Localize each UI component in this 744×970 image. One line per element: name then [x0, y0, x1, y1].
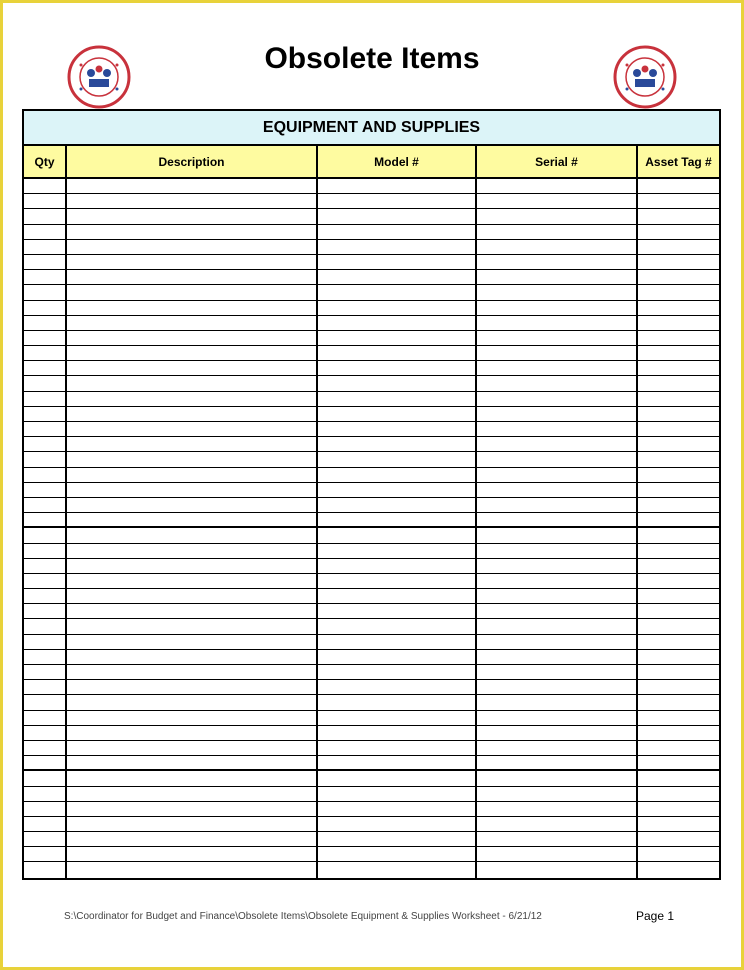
- table-cell[interactable]: [24, 635, 67, 649]
- table-cell[interactable]: [67, 452, 318, 466]
- table-row[interactable]: [24, 255, 719, 270]
- table-cell[interactable]: [477, 437, 638, 451]
- table-cell[interactable]: [67, 255, 318, 269]
- table-cell[interactable]: [24, 817, 67, 831]
- table-cell[interactable]: [638, 240, 719, 254]
- table-row[interactable]: [24, 240, 719, 255]
- table-cell[interactable]: [638, 574, 719, 588]
- table-row[interactable]: [24, 619, 719, 634]
- table-cell[interactable]: [477, 528, 638, 542]
- table-cell[interactable]: [67, 346, 318, 360]
- table-cell[interactable]: [67, 270, 318, 284]
- table-cell[interactable]: [67, 331, 318, 345]
- table-cell[interactable]: [318, 346, 477, 360]
- table-cell[interactable]: [638, 498, 719, 512]
- table-row[interactable]: [24, 544, 719, 559]
- column-header-qty: Qty: [24, 146, 67, 177]
- table-cell[interactable]: [638, 331, 719, 345]
- table-cell[interactable]: [67, 787, 318, 801]
- table-cell[interactable]: [318, 695, 477, 709]
- table-cell[interactable]: [24, 346, 67, 360]
- table-cell[interactable]: [67, 179, 318, 193]
- table-cell[interactable]: [24, 847, 67, 861]
- table-cell[interactable]: [318, 802, 477, 816]
- table-cell[interactable]: [477, 862, 638, 877]
- table-cell[interactable]: [638, 771, 719, 785]
- table-cell[interactable]: [24, 559, 67, 573]
- table-cell[interactable]: [67, 361, 318, 375]
- table-cell[interactable]: [67, 498, 318, 512]
- table-cell[interactable]: [638, 179, 719, 193]
- district-seal-right: [613, 45, 677, 109]
- column-header-asset-tag: Asset Tag #: [638, 146, 719, 177]
- table-cell[interactable]: [67, 771, 318, 785]
- table-cell[interactable]: [477, 847, 638, 861]
- table-row[interactable]: [24, 528, 719, 543]
- table-row[interactable]: [24, 422, 719, 437]
- table-cell[interactable]: [67, 817, 318, 831]
- table-cell[interactable]: [318, 559, 477, 573]
- table-cell[interactable]: [638, 862, 719, 877]
- table-cell[interactable]: [318, 179, 477, 193]
- table-cell[interactable]: [638, 559, 719, 573]
- table-cell[interactable]: [318, 711, 477, 725]
- table-cell[interactable]: [477, 255, 638, 269]
- table-cell[interactable]: [24, 513, 67, 526]
- table-cell[interactable]: [318, 437, 477, 451]
- table-cell[interactable]: [318, 635, 477, 649]
- table-cell[interactable]: [477, 619, 638, 633]
- table-cell[interactable]: [24, 619, 67, 633]
- table-cell[interactable]: [67, 544, 318, 558]
- table-cell[interactable]: [318, 376, 477, 390]
- table-cell[interactable]: [24, 528, 67, 542]
- table-cell[interactable]: [24, 331, 67, 345]
- table-cell[interactable]: [318, 270, 477, 284]
- table-cell[interactable]: [67, 301, 318, 315]
- table-cell[interactable]: [477, 832, 638, 846]
- table-cell[interactable]: [318, 832, 477, 846]
- table-cell[interactable]: [477, 695, 638, 709]
- table-row[interactable]: [24, 741, 719, 756]
- table-cell[interactable]: [477, 787, 638, 801]
- table-cell[interactable]: [24, 756, 67, 769]
- table-cell[interactable]: [67, 635, 318, 649]
- table-cell[interactable]: [318, 787, 477, 801]
- table-row[interactable]: [24, 862, 719, 877]
- table-cell[interactable]: [638, 589, 719, 603]
- table-cell[interactable]: [67, 802, 318, 816]
- table-cell[interactable]: [638, 483, 719, 497]
- table-row[interactable]: [24, 498, 719, 513]
- table-cell[interactable]: [477, 771, 638, 785]
- table-cell[interactable]: [477, 635, 638, 649]
- table-cell[interactable]: [477, 604, 638, 618]
- table-cell[interactable]: [318, 392, 477, 406]
- table-row[interactable]: [24, 513, 719, 528]
- table-cell[interactable]: [638, 468, 719, 482]
- table-cell[interactable]: [24, 711, 67, 725]
- table-cell[interactable]: [318, 361, 477, 375]
- table-row[interactable]: [24, 452, 719, 467]
- table-cell[interactable]: [477, 468, 638, 482]
- table-row[interactable]: [24, 468, 719, 483]
- table-cell[interactable]: [318, 255, 477, 269]
- table-row[interactable]: [24, 756, 719, 771]
- table-row[interactable]: [24, 270, 719, 285]
- table-cell[interactable]: [477, 316, 638, 330]
- table-cell[interactable]: [318, 650, 477, 664]
- table-cell[interactable]: [67, 695, 318, 709]
- table-cell[interactable]: [318, 240, 477, 254]
- table-row[interactable]: [24, 407, 719, 422]
- table-cell[interactable]: [67, 225, 318, 239]
- table-cell[interactable]: [318, 209, 477, 223]
- table-cell[interactable]: [318, 817, 477, 831]
- table-cell[interactable]: [477, 802, 638, 816]
- table-cell[interactable]: [24, 726, 67, 740]
- table-cell[interactable]: [638, 270, 719, 284]
- table-cell[interactable]: [67, 665, 318, 679]
- footer-page-number: Page 1: [636, 909, 675, 923]
- table-cell[interactable]: [638, 665, 719, 679]
- table-cell[interactable]: [24, 422, 67, 436]
- table-cell[interactable]: [24, 604, 67, 618]
- table-cell[interactable]: [318, 452, 477, 466]
- table-cell[interactable]: [318, 498, 477, 512]
- table-row[interactable]: [24, 832, 719, 847]
- table-cell[interactable]: [477, 513, 638, 526]
- table-row[interactable]: [24, 194, 719, 209]
- table-cell[interactable]: [638, 376, 719, 390]
- table-cell[interactable]: [318, 574, 477, 588]
- table-cell[interactable]: [24, 483, 67, 497]
- table-row[interactable]: [24, 680, 719, 695]
- column-header-row: [24, 146, 719, 179]
- table-cell[interactable]: [638, 528, 719, 542]
- table-cell[interactable]: [24, 255, 67, 269]
- table-cell[interactable]: [318, 483, 477, 497]
- table-cell[interactable]: [24, 680, 67, 694]
- table-cell[interactable]: [318, 225, 477, 239]
- table-cell[interactable]: [67, 209, 318, 223]
- table-cell[interactable]: [67, 574, 318, 588]
- table-row[interactable]: [24, 574, 719, 589]
- table-cell[interactable]: [318, 316, 477, 330]
- table-cell[interactable]: [24, 589, 67, 603]
- table-cell[interactable]: [318, 847, 477, 861]
- table-cell[interactable]: [638, 452, 719, 466]
- table-body: [24, 179, 719, 878]
- table-cell[interactable]: [24, 802, 67, 816]
- table-cell[interactable]: [477, 422, 638, 436]
- table-cell[interactable]: [24, 437, 67, 451]
- table-cell[interactable]: [638, 711, 719, 725]
- table-row[interactable]: [24, 726, 719, 741]
- table-cell[interactable]: [24, 452, 67, 466]
- table-cell[interactable]: [638, 817, 719, 831]
- table-cell[interactable]: [477, 392, 638, 406]
- table-cell[interactable]: [24, 574, 67, 588]
- table-cell[interactable]: [638, 604, 719, 618]
- table-cell[interactable]: [24, 407, 67, 421]
- table-cell[interactable]: [24, 665, 67, 679]
- table-cell[interactable]: [318, 726, 477, 740]
- table-cell[interactable]: [24, 498, 67, 512]
- table-cell[interactable]: [24, 179, 67, 193]
- table-cell[interactable]: [638, 802, 719, 816]
- table-cell[interactable]: [24, 194, 67, 208]
- table-cell[interactable]: [638, 301, 719, 315]
- table-cell[interactable]: [24, 392, 67, 406]
- table-cell[interactable]: [67, 240, 318, 254]
- table-cell[interactable]: [318, 756, 477, 769]
- table-cell[interactable]: [638, 680, 719, 694]
- table-cell[interactable]: [477, 270, 638, 284]
- table-cell[interactable]: [24, 771, 67, 785]
- table-row[interactable]: [24, 179, 719, 194]
- table-cell[interactable]: [24, 209, 67, 223]
- table-cell[interactable]: [318, 422, 477, 436]
- table-row[interactable]: [24, 604, 719, 619]
- table-cell[interactable]: [67, 650, 318, 664]
- table-cell[interactable]: [638, 695, 719, 709]
- table-cell[interactable]: [67, 832, 318, 846]
- table-cell[interactable]: [67, 619, 318, 633]
- table-row[interactable]: [24, 695, 719, 710]
- table-cell[interactable]: [318, 528, 477, 542]
- table-cell[interactable]: [477, 452, 638, 466]
- table-cell[interactable]: [67, 862, 318, 877]
- table-row[interactable]: [24, 225, 719, 240]
- table-cell[interactable]: [67, 392, 318, 406]
- table-cell[interactable]: [638, 316, 719, 330]
- table-cell[interactable]: [638, 544, 719, 558]
- footer-file-path: S:\Coordinator for Budget and Finance\Obsolete Items\Obsolete Equipment & Supplies Worksheet - 6/21/12: [64, 911, 542, 922]
- table-cell[interactable]: [24, 285, 67, 299]
- table-cell[interactable]: [318, 862, 477, 877]
- table-cell[interactable]: [477, 574, 638, 588]
- table-cell[interactable]: [24, 468, 67, 482]
- table-cell[interactable]: [24, 361, 67, 375]
- table-cell[interactable]: [477, 711, 638, 725]
- table-cell[interactable]: [638, 285, 719, 299]
- table-cell[interactable]: [638, 209, 719, 223]
- table-cell[interactable]: [24, 316, 67, 330]
- table-cell[interactable]: [638, 650, 719, 664]
- table-cell[interactable]: [318, 331, 477, 345]
- table-cell[interactable]: [318, 771, 477, 785]
- table-cell[interactable]: [638, 832, 719, 846]
- table-cell[interactable]: [477, 741, 638, 755]
- table-cell[interactable]: [24, 741, 67, 755]
- table-row[interactable]: [24, 209, 719, 224]
- table-cell[interactable]: [67, 316, 318, 330]
- table-cell[interactable]: [477, 498, 638, 512]
- column-header-model: Model #: [318, 146, 477, 177]
- table-cell[interactable]: [477, 361, 638, 375]
- table-cell[interactable]: [638, 635, 719, 649]
- table-cell[interactable]: [638, 513, 719, 526]
- table-cell[interactable]: [318, 604, 477, 618]
- table-cell[interactable]: [67, 680, 318, 694]
- table-cell[interactable]: [638, 847, 719, 861]
- table-cell[interactable]: [318, 301, 477, 315]
- table-cell[interactable]: [318, 665, 477, 679]
- table-cell[interactable]: [638, 619, 719, 633]
- table-cell[interactable]: [67, 513, 318, 526]
- table-cell[interactable]: [638, 361, 719, 375]
- table-row[interactable]: [24, 392, 719, 407]
- table-cell[interactable]: [318, 544, 477, 558]
- column-header-serial: Serial #: [477, 146, 638, 177]
- table-row[interactable]: [24, 361, 719, 376]
- table-cell[interactable]: [318, 619, 477, 633]
- table-cell[interactable]: [477, 407, 638, 421]
- table-cell[interactable]: [638, 255, 719, 269]
- table-cell[interactable]: [318, 741, 477, 755]
- table-cell[interactable]: [318, 194, 477, 208]
- table-row[interactable]: [24, 285, 719, 300]
- table-cell[interactable]: [67, 741, 318, 755]
- table-cell[interactable]: [67, 422, 318, 436]
- table-cell[interactable]: [24, 650, 67, 664]
- table-cell[interactable]: [67, 604, 318, 618]
- table-cell[interactable]: [67, 847, 318, 861]
- column-header-description: Description: [67, 146, 318, 177]
- table-cell[interactable]: [24, 270, 67, 284]
- table-cell[interactable]: [318, 513, 477, 526]
- table-cell[interactable]: [24, 225, 67, 239]
- table-cell[interactable]: [477, 179, 638, 193]
- table-row[interactable]: [24, 787, 719, 802]
- table-cell[interactable]: [638, 392, 719, 406]
- table-cell[interactable]: [477, 209, 638, 223]
- table-cell[interactable]: [477, 240, 638, 254]
- table-cell[interactable]: [477, 301, 638, 315]
- table-cell[interactable]: [638, 225, 719, 239]
- table-cell[interactable]: [67, 468, 318, 482]
- table-cell[interactable]: [67, 376, 318, 390]
- table-row[interactable]: [24, 331, 719, 346]
- table-cell[interactable]: [318, 285, 477, 299]
- page-title: Obsolete Items: [264, 42, 480, 75]
- table-cell[interactable]: [477, 285, 638, 299]
- table-row[interactable]: [24, 559, 719, 574]
- section-header: EQUIPMENT AND SUPPLIES: [24, 111, 719, 146]
- table-row[interactable]: [24, 589, 719, 604]
- table-row[interactable]: [24, 301, 719, 316]
- table-cell[interactable]: [67, 559, 318, 573]
- table-cell[interactable]: [24, 376, 67, 390]
- table-cell[interactable]: [477, 331, 638, 345]
- table-cell[interactable]: [638, 756, 719, 769]
- table-cell[interactable]: [67, 726, 318, 740]
- table-cell[interactable]: [477, 225, 638, 239]
- table-cell[interactable]: [67, 483, 318, 497]
- table-cell[interactable]: [67, 589, 318, 603]
- table-row[interactable]: [24, 711, 719, 726]
- table-cell[interactable]: [477, 559, 638, 573]
- table-cell[interactable]: [477, 589, 638, 603]
- table-cell[interactable]: [638, 787, 719, 801]
- table-cell[interactable]: [477, 650, 638, 664]
- table-cell[interactable]: [318, 589, 477, 603]
- table-cell[interactable]: [318, 680, 477, 694]
- table-cell[interactable]: [67, 711, 318, 725]
- table-row[interactable]: [24, 817, 719, 832]
- table-cell[interactable]: [24, 862, 67, 877]
- table-cell[interactable]: [477, 726, 638, 740]
- table-cell[interactable]: [477, 817, 638, 831]
- table-cell[interactable]: [67, 285, 318, 299]
- table-row[interactable]: [24, 437, 719, 452]
- obsolete-items-table: [22, 109, 721, 880]
- table-cell[interactable]: [638, 726, 719, 740]
- table-cell[interactable]: [318, 468, 477, 482]
- table-cell[interactable]: [24, 240, 67, 254]
- table-cell[interactable]: [24, 695, 67, 709]
- table-cell[interactable]: [67, 407, 318, 421]
- table-cell[interactable]: [24, 787, 67, 801]
- table-row[interactable]: [24, 483, 719, 498]
- table-cell[interactable]: [638, 346, 719, 360]
- table-cell[interactable]: [477, 544, 638, 558]
- table-cell[interactable]: [67, 437, 318, 451]
- table-cell[interactable]: [477, 680, 638, 694]
- table-row[interactable]: [24, 665, 719, 680]
- table-cell[interactable]: [67, 528, 318, 542]
- table-cell[interactable]: [67, 756, 318, 769]
- district-seal-left: [67, 45, 131, 109]
- table-row[interactable]: [24, 802, 719, 817]
- table-cell[interactable]: [477, 376, 638, 390]
- table-cell[interactable]: [638, 407, 719, 421]
- table-cell[interactable]: [477, 665, 638, 679]
- table-cell[interactable]: [638, 741, 719, 755]
- table-cell[interactable]: [67, 194, 318, 208]
- table-row[interactable]: [24, 771, 719, 786]
- table-row[interactable]: [24, 847, 719, 862]
- table-cell[interactable]: [24, 301, 67, 315]
- table-cell[interactable]: [24, 832, 67, 846]
- table-cell[interactable]: [638, 437, 719, 451]
- table-cell[interactable]: [477, 483, 638, 497]
- table-cell[interactable]: [477, 756, 638, 769]
- table-cell[interactable]: [318, 407, 477, 421]
- table-row[interactable]: [24, 346, 719, 361]
- table-row[interactable]: [24, 316, 719, 331]
- table-row[interactable]: [24, 650, 719, 665]
- table-row[interactable]: [24, 635, 719, 650]
- table-cell[interactable]: [24, 544, 67, 558]
- table-cell[interactable]: [638, 422, 719, 436]
- table-cell[interactable]: [477, 194, 638, 208]
- table-cell[interactable]: [477, 346, 638, 360]
- table-row[interactable]: [24, 376, 719, 391]
- table-cell[interactable]: [638, 194, 719, 208]
